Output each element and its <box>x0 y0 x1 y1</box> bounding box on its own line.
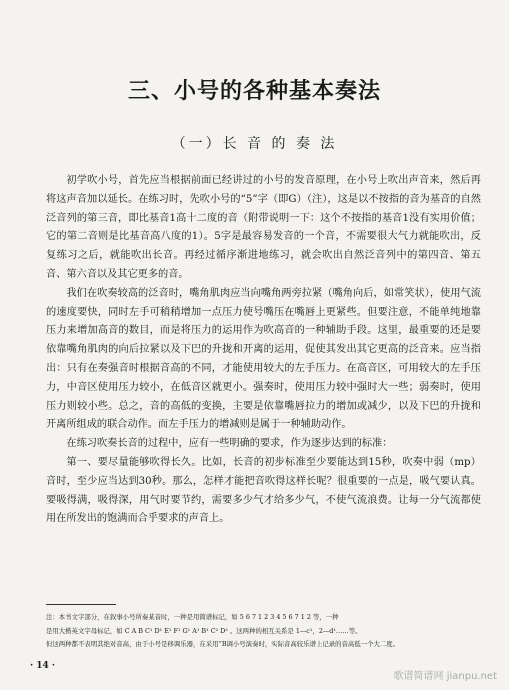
page-number: · 14 · <box>30 661 56 671</box>
footnote-line-1: 注：本书文字部分，在叙事小号所奏某音时，一种是用简谱标记，如 5 6 7 1 2 3 4 5 6 7 1 2 等，一种 <box>46 613 339 621</box>
footnote-divider <box>46 604 116 605</box>
paragraph-1: 初学吹小号，首先应当根据前面已经讲过的小号的发音原理，在小号上吹出声音来，然后再将这声音加以延长。在练习时，先吹小号的“5”字（即G）（注），这是以不按指的音为基音的自然泛音列的第三音，即比基音1高十二度的音（附带说明一下：这个不按指的基音1没有实用价值；它的第二音则是比基音高八度的1）。5字是最容易发音的一个音，不需要很大气力就能吹出，反复练习之后，就能吹出长音。再经过循序渐进地练习，就会吹出自然泛音列中的第四音、第五音、第六音以及其它更多的音。 <box>46 175 481 280</box>
page-title: 三、小号的各种基本奏法 <box>127 78 381 104</box>
footnote-line-3: 但这两种都不表明其绝对音高，由于小号是移调乐器，在采用“B调小号演奏时，实际音高较乐谱上记录的音高低一个大二度。 <box>46 640 400 648</box>
watermark: 歌谱简谱网 jianpu.net <box>393 671 497 682</box>
footnote <box>46 611 486 652</box>
footnote-line-2: 是用大楷英文字母标记，如 C A B C¹ D¹ E¹ F¹ G¹ A¹ B¹ C² D² 。这两种的相互关系是 1—c¹，2—d¹……等。 <box>46 626 362 635</box>
paragraph-2: 我们在吹奏较高的泛音时，嘴角肌肉应当向嘴角两旁拉紧（嘴角向后，如常笑状），使用气流的速度要快，同时左手可稍稍增加一点压力使号嘴压在嘴唇上更紧些。但要注意，不能单纯地靠压力来增加高音的数目，而是将压力的运用作为吹高音的一种辅助手段。这里，最重要的还是要依靠嘴角肌肉的向后拉紧以及下巴的升拢和开离的运用，促使其发出其它更高的泛音来。应当指出：只有在奏强音时根据音高的不同，才能使用较大的左手压力。在高音区，可用较大的左手压力，中音区使用压力较小，在低音区就更小。强奏时，使用压力较中强时大一些；弱奏时，使用压力则较小些。总之，音的高低的变换，主要是依靠嘴唇拉力的增加或减少，以及下巴的升拢和开离所组成的联合动作。而左手压力的增减则是属于一种辅助动作。 <box>46 287 481 431</box>
body-text <box>46 172 481 529</box>
paragraph-4: 第一、要尽量能够吹得长久。比如，长音的初步标准至少要能达到15秒，吹奏中弱（mp）音时，至少应当达到30秒。那么，怎样才能把音吹得这样长呢？很重要的一点是，吸气要认真。要吸得满，吸得深，用气时要节约，需要多少气才给多少气，不使气流浪费。让每一分气流都使用在所发出的饱满而合乎要求的声音上。 <box>46 456 481 525</box>
paragraph-3: 在练习吹奏长音的过程中，应有一些明确的要求，作为逐步达到的标准： <box>66 438 393 450</box>
section-heading: （一）长 音 的 奏 法 <box>171 136 338 152</box>
